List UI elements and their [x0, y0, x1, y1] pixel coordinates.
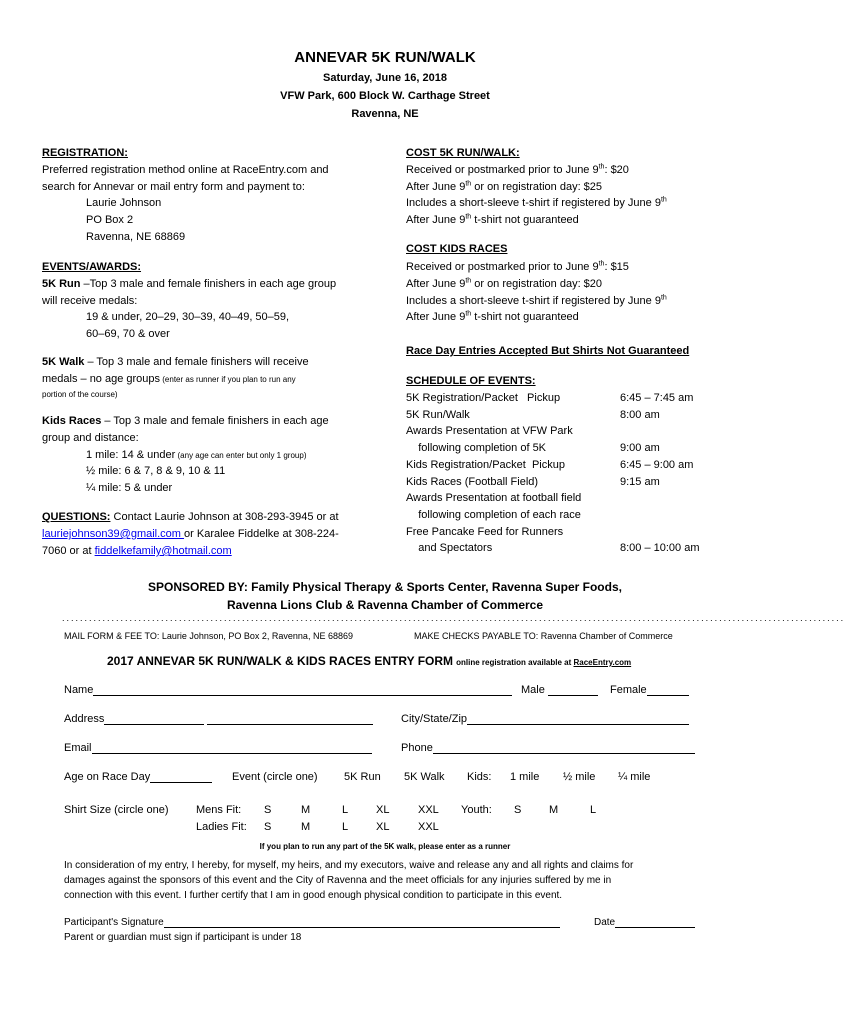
- event-option-5k-run[interactable]: 5K Run: [344, 771, 381, 783]
- cost-5k-sup-1: th: [598, 163, 605, 171]
- questions-contact-2: or Karalee Fiddelke at 308-224-: [184, 528, 339, 540]
- mail-form-to: MAIL FORM & FEE TO: Laurie Johnson, PO Box 2, Ravenna, NE 68869: [64, 631, 353, 641]
- cost-5k-line-4: [406, 215, 579, 226]
- dotted-divider: ..............................................................................................................................................................................: [62, 613, 845, 623]
- page-title: ANNEVAR 5K RUN/WALK: [294, 49, 476, 66]
- ladies-size-l[interactable]: L: [342, 821, 349, 833]
- cost-kids-line-2a: After June 9: [406, 278, 466, 290]
- run-label: 5K Run: [42, 278, 81, 290]
- cost-kids-heading: COST KIDS RACES: [406, 243, 508, 255]
- cost-kids-sup-2: th: [465, 277, 472, 285]
- date-field[interactable]: [594, 918, 695, 928]
- cost-kids-line-3: [406, 296, 667, 307]
- address-label: Address: [64, 713, 105, 725]
- mens-size-s[interactable]: S: [264, 804, 272, 816]
- sponsors-line-2: Ravenna Lions Club & Ravenna Chamber of Commerce: [226, 598, 544, 612]
- cost-5k-line-1a: Received or postmarked prior to June 9: [406, 164, 599, 176]
- cost-kids-line-4a: After June 9: [406, 311, 466, 323]
- mail-address-box: PO Box 2: [86, 214, 134, 226]
- city-label: City/State/Zip: [401, 713, 468, 725]
- phone-field[interactable]: [401, 743, 695, 754]
- email-link-johnson[interactable]: lauriejohnson39@gmail.com: [42, 528, 185, 540]
- walk-awards-desc: – Top 3 male and female finishers will receive: [84, 356, 309, 368]
- cost-kids-sup-3: th: [660, 294, 667, 302]
- cost-5k-price-1: : $20: [604, 164, 629, 176]
- female-field[interactable]: [610, 685, 689, 696]
- waiver-line-1: In consideration of my entry, I hereby, for myself, my heirs, and my executors, waive and release any and all rights and claims for: [64, 860, 634, 871]
- cost-kids-price-2: or on registration day: $20: [471, 278, 603, 290]
- kids-option-1-mile[interactable]: 1 mile: [510, 771, 540, 783]
- run-awards-text-2: will receive medals:: [42, 295, 138, 307]
- walk-awards-text: [42, 357, 309, 368]
- mens-size-xl[interactable]: XL: [376, 804, 390, 816]
- schedule-event: Awards Presentation at football field: [406, 492, 582, 504]
- cost-kids-line-2: [406, 279, 602, 290]
- male-label: Male: [521, 684, 545, 696]
- email-field[interactable]: [64, 743, 372, 754]
- cost-5k-line-1: [406, 165, 629, 176]
- cost-kids-sup-4: th: [465, 310, 472, 318]
- kids-option-quarter-mile[interactable]: ¼ mile: [618, 771, 651, 783]
- questions-text-3: [42, 546, 232, 557]
- run-awards-desc: –Top 3 male and female finishers in each age group: [80, 278, 337, 290]
- waiver-line-3: connection with this event. I further certify that I am in good enough physical condition to participate in this event.: [64, 890, 563, 901]
- age-label: Age on Race Day: [64, 771, 151, 783]
- name-label: Name: [64, 684, 94, 696]
- schedule-time: 6:45 – 7:45 am: [620, 392, 694, 404]
- cost-kids-line-1: [406, 262, 629, 273]
- male-field[interactable]: [521, 685, 598, 696]
- run-awards-text: [42, 279, 336, 290]
- event-location: VFW Park, 600 Block W. Carthage Street: [280, 90, 490, 102]
- event-date: Saturday, June 16, 2018: [323, 72, 447, 84]
- schedule-heading: SCHEDULE OF EVENTS:: [406, 375, 536, 387]
- run-notice: If you plan to run any part of the 5K walk, please enter as a runner: [259, 842, 511, 851]
- cost-kids-line-3a: Includes a short-sleeve t-shirt if registered by June 9: [406, 295, 661, 307]
- schedule-time: 8:00 am: [620, 409, 660, 421]
- schedule-time: 9:15 am: [620, 476, 660, 488]
- age-field[interactable]: [64, 772, 212, 783]
- schedule-event: 5K Registration/Packet Pickup: [406, 392, 561, 404]
- walk-note: (enter as runner if you plan to run any: [160, 375, 296, 384]
- youth-size-s[interactable]: S: [514, 804, 522, 816]
- blank-field[interactable]: [440, 685, 512, 696]
- kids-distance-1: [86, 450, 306, 461]
- email-link-fiddelke[interactable]: fiddelkefamily@hotmail.com: [94, 545, 232, 557]
- city-state-zip-field[interactable]: [401, 714, 689, 725]
- cost-5k-line-3: [406, 198, 667, 209]
- questions-text-2: [42, 529, 339, 540]
- registration-heading: REGISTRATION:: [42, 147, 128, 159]
- event-city: Ravenna, NE: [351, 108, 419, 120]
- kids-option-half-mile[interactable]: ½ mile: [563, 771, 596, 783]
- youth-size-m[interactable]: M: [549, 804, 559, 816]
- age-groups-1: 19 & under, 20–29, 30–39, 40–49, 50–59,: [86, 311, 290, 323]
- guardian-note: Parent or guardian must sign if participant is under 18: [64, 932, 302, 943]
- youth-size-l[interactable]: L: [590, 804, 597, 816]
- online-note: online registration available at: [456, 658, 574, 667]
- cost-kids-line-1a: Received or postmarked prior to June 9: [406, 261, 599, 273]
- mail-address-name: Laurie Johnson: [86, 197, 162, 209]
- mail-address-city: Ravenna, NE 68869: [86, 231, 186, 243]
- date-label: Date: [594, 917, 616, 928]
- events-heading: EVENTS/AWARDS:: [42, 261, 142, 273]
- cost-5k-price-2: or on registration day: $25: [471, 181, 603, 193]
- youth-label: Youth:: [461, 804, 492, 816]
- cost-5k-heading: COST 5K RUN/WALK:: [406, 147, 520, 159]
- walk-note-2: portion of the course): [42, 390, 118, 399]
- address-field[interactable]: [64, 714, 373, 725]
- female-label: Female: [610, 684, 647, 696]
- schedule-event: Kids Races (Football Field): [406, 476, 539, 488]
- phone-label: Phone: [401, 742, 433, 754]
- cost-5k-sup-2: th: [465, 180, 472, 188]
- kids-distance-3: ¼ mile: 5 & under: [86, 482, 173, 494]
- mens-size-xxl[interactable]: XXL: [418, 804, 439, 816]
- cost-5k-sup-3: th: [660, 196, 667, 204]
- kids-distance-1-text: 1 mile: 14 & under: [86, 449, 176, 461]
- registration-text-2: search for Annevar or mail entry form and payment to:: [42, 181, 305, 193]
- sponsors-line-1: SPONSORED BY: Family Physical Therapy & Sports Center, Ravenna Super Foods,: [148, 580, 622, 594]
- cost-5k-line-4a: After June 9: [406, 214, 466, 226]
- mens-size-m[interactable]: M: [301, 804, 311, 816]
- email-label: Email: [64, 742, 92, 754]
- kids-options-label: Kids:: [467, 771, 492, 783]
- kids-distance-1-note: (any age can enter but only 1 group): [175, 451, 307, 460]
- age-groups-2: 60–69, 70 & over: [86, 328, 170, 340]
- mens-fit-label: Mens Fit:: [196, 804, 242, 816]
- kids-awards-desc: – Top 3 male and female finishers in each age: [101, 415, 329, 427]
- ladies-fit-label: Ladies Fit:: [196, 821, 247, 833]
- name-field[interactable]: [64, 685, 455, 696]
- schedule-event: 5K Run/Walk: [406, 409, 470, 421]
- event-label: Event (circle one): [232, 771, 318, 783]
- schedule-event: following completion of each race: [406, 509, 581, 521]
- cost-5k-line-2: [406, 182, 602, 193]
- shirt-size-label: Shirt Size (circle one): [64, 804, 169, 816]
- schedule-event: Free Pancake Feed for Runners: [406, 526, 564, 538]
- schedule-event: and Spectators: [406, 542, 493, 554]
- checks-payable-to: MAKE CHECKS PAYABLE TO: Ravenna Chamber of Commerce: [414, 631, 673, 641]
- entry-form-title: 2017 ANNEVAR 5K RUN/WALK & KIDS RACES ENTRY FORM: [107, 654, 454, 668]
- raceentry-link[interactable]: RaceEntry.com: [573, 658, 632, 667]
- event-option-5k-walk[interactable]: 5K Walk: [404, 771, 445, 783]
- entry-form-title-row: [107, 655, 631, 668]
- questions-text-1: [42, 512, 339, 523]
- ladies-size-xxl[interactable]: XXL: [418, 821, 439, 833]
- schedule-time: 6:45 – 9:00 am: [620, 459, 694, 471]
- schedule-event: Awards Presentation at VFW Park: [406, 425, 573, 437]
- schedule-event: Kids Registration/Packet Pickup: [406, 459, 565, 471]
- kids-label: Kids Races: [42, 415, 102, 427]
- cost-5k-line-2a: After June 9: [406, 181, 466, 193]
- cost-kids-sup-1: th: [598, 260, 605, 268]
- schedule-time: 8:00 – 10:00 am: [620, 542, 700, 554]
- cost-kids-line-4b: t-shirt not guaranteed: [471, 311, 579, 323]
- questions-heading: QUESTIONS:: [42, 511, 111, 523]
- kids-awards-text-2: group and distance:: [42, 432, 139, 444]
- ladies-size-m[interactable]: M: [301, 821, 311, 833]
- signature-label: Participant's Signature: [64, 917, 164, 928]
- cost-5k-line-3a: Includes a short-sleeve t-shirt if registered by June 9: [406, 197, 661, 209]
- race-day-notice: Race Day Entries Accepted But Shirts Not Guaranteed: [406, 345, 690, 357]
- registration-text-1: Preferred registration method online at RaceEntry.com and: [42, 164, 329, 176]
- ladies-size-s[interactable]: S: [264, 821, 272, 833]
- schedule-time: 9:00 am: [620, 442, 660, 454]
- cost-kids-price-1: : $15: [604, 261, 629, 273]
- kids-awards-text: [42, 416, 329, 427]
- cost-5k-line-4b: t-shirt not guaranteed: [471, 214, 579, 226]
- walk-awards-desc-2: medals – no age groups: [42, 373, 161, 385]
- questions-contact-3: 7060 or at: [42, 545, 95, 557]
- schedule-event: following completion of 5K: [406, 442, 547, 454]
- mens-size-l[interactable]: L: [342, 804, 349, 816]
- walk-label: 5K Walk: [42, 356, 85, 368]
- cost-5k-sup-4: th: [465, 213, 472, 221]
- cost-kids-line-4: [406, 312, 579, 323]
- kids-distance-2: ½ mile: 6 & 7, 8 & 9, 10 & 11: [86, 465, 226, 477]
- walk-awards-text-2: [42, 374, 296, 385]
- questions-contact: Contact Laurie Johnson at 308-293-3945 or at: [110, 511, 339, 523]
- waiver-line-2: damages against the sponsors of this event and the City of Ravenna and the meet officials for any injuries suffered by me in: [64, 875, 612, 886]
- ladies-size-xl[interactable]: XL: [376, 821, 390, 833]
- signature-field[interactable]: [64, 918, 560, 928]
